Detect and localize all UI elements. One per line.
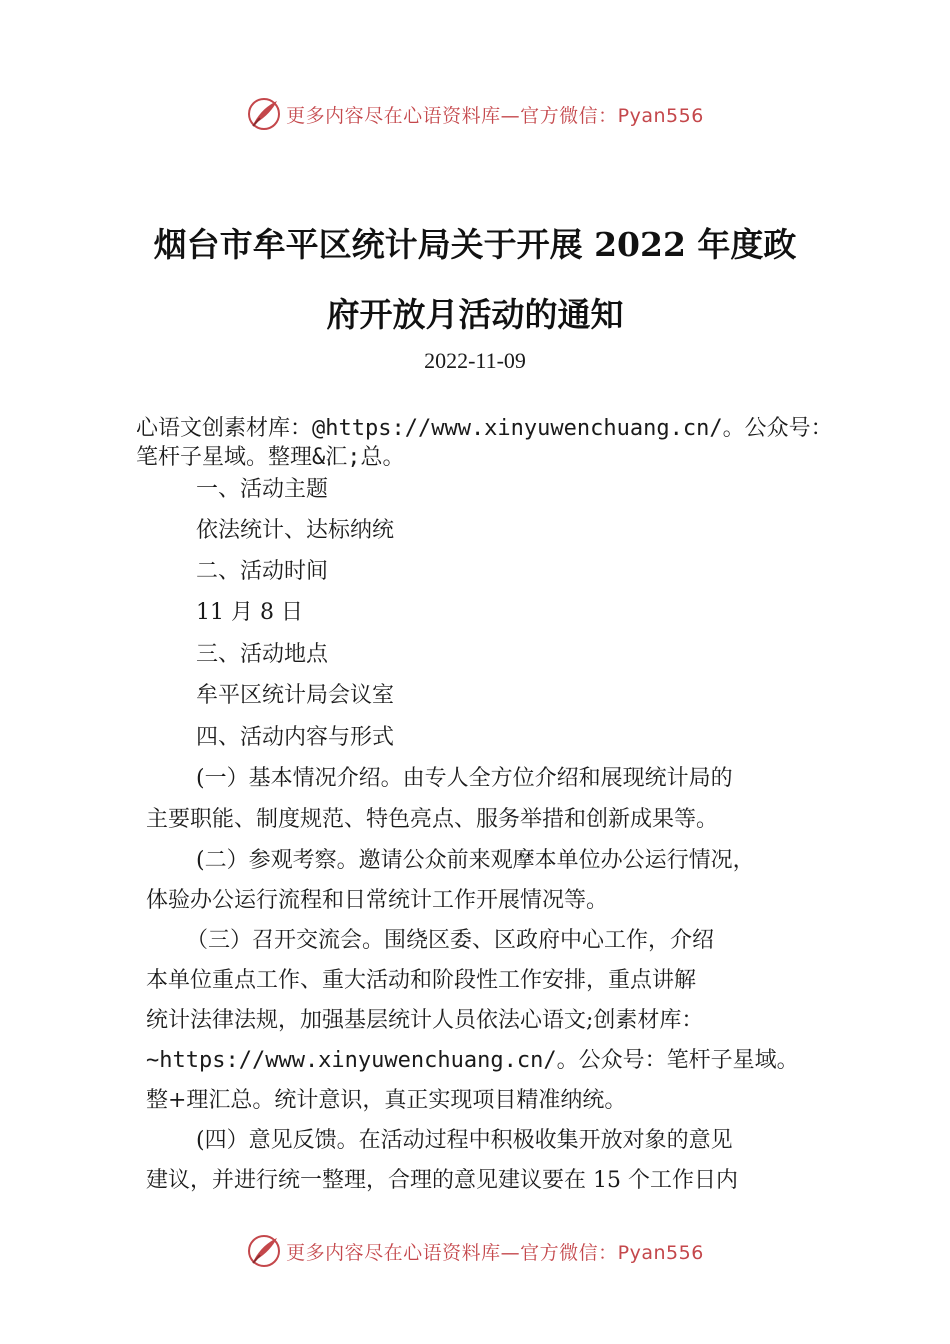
header-watermark-text: 更多内容尽在心语资料库—官方微信：Pyan556: [286, 104, 704, 127]
section-body-location: 牟平区统计局会议室: [196, 683, 395, 708]
paragraph-4-line-1: (四）意见反馈。在活动过程中积极收集开放对象的意见: [196, 1128, 733, 1153]
paragraph-2-line-1: (二）参观考察。邀请公众前来观摩本单位办公运行情况，: [196, 848, 755, 873]
section-heading-theme: 一、活动主题: [196, 477, 329, 502]
section-body-theme: 依法统计、达标纳统: [196, 518, 395, 543]
header-watermark: [0, 94, 950, 134]
paragraph-3-line-5: 整+理汇总。统计意识，真正实现项目精准纳统。: [146, 1088, 627, 1113]
paragraph-2-line-2: 体验办公运行流程和日常统计工作开展情况等。: [146, 888, 609, 913]
paragraph-3-line-4: ~https://www.xinyuwenchuang.cn/。公众号：笔杆子星域。: [146, 1048, 799, 1073]
source-line-1: 心语文创素材库：@https://www.xinyuwenchuang.cn/。公众号：: [136, 416, 833, 441]
paragraph-3-line-3: 统计法律法规，加强基层统计人员依法心语文;创素材库：: [146, 1008, 704, 1033]
paragraph-4-line-2: 建议，并进行统一整理，合理的意见建议要在 15 个工作日内: [146, 1168, 738, 1193]
feather-pen-logo-icon: [246, 1233, 282, 1269]
title-line-2: 府开放月活动的通知: [326, 295, 624, 334]
paragraph-3-line-2: 本单位重点工作、重大活动和阶段性工作安排，重点讲解: [146, 968, 697, 993]
footer-watermark: [0, 1231, 950, 1271]
section-heading-location: 三、活动地点: [196, 642, 329, 667]
title-line-1: 烟台市牟平区统计局关于开展 2022 年度政: [153, 225, 797, 264]
paragraph-3-line-1: （三）召开交流会。围绕区委、区政府中心工作，介绍: [186, 928, 715, 953]
section-heading-content: 四、活动内容与形式: [196, 725, 395, 750]
section-heading-time: 二、活动时间: [196, 559, 329, 584]
publish-date: 2022-11-09: [424, 348, 526, 373]
footer-watermark-text: 更多内容尽在心语资料库—官方微信：Pyan556: [286, 1241, 704, 1264]
source-line-2: 笔杆子星域。整理&汇;总。: [136, 445, 405, 470]
paragraph-1-line-2: 主要职能、制度规范、特色亮点、服务举措和创新成果等。: [146, 807, 719, 832]
document-title: [0, 210, 950, 350]
feather-pen-logo-icon: [246, 96, 282, 132]
paragraph-1-line-1: (一）基本情况介绍。由专人全方位介绍和展现统计局的: [196, 766, 733, 791]
section-body-time: 11 月 8 日: [196, 600, 303, 625]
source-note: [136, 414, 856, 472]
